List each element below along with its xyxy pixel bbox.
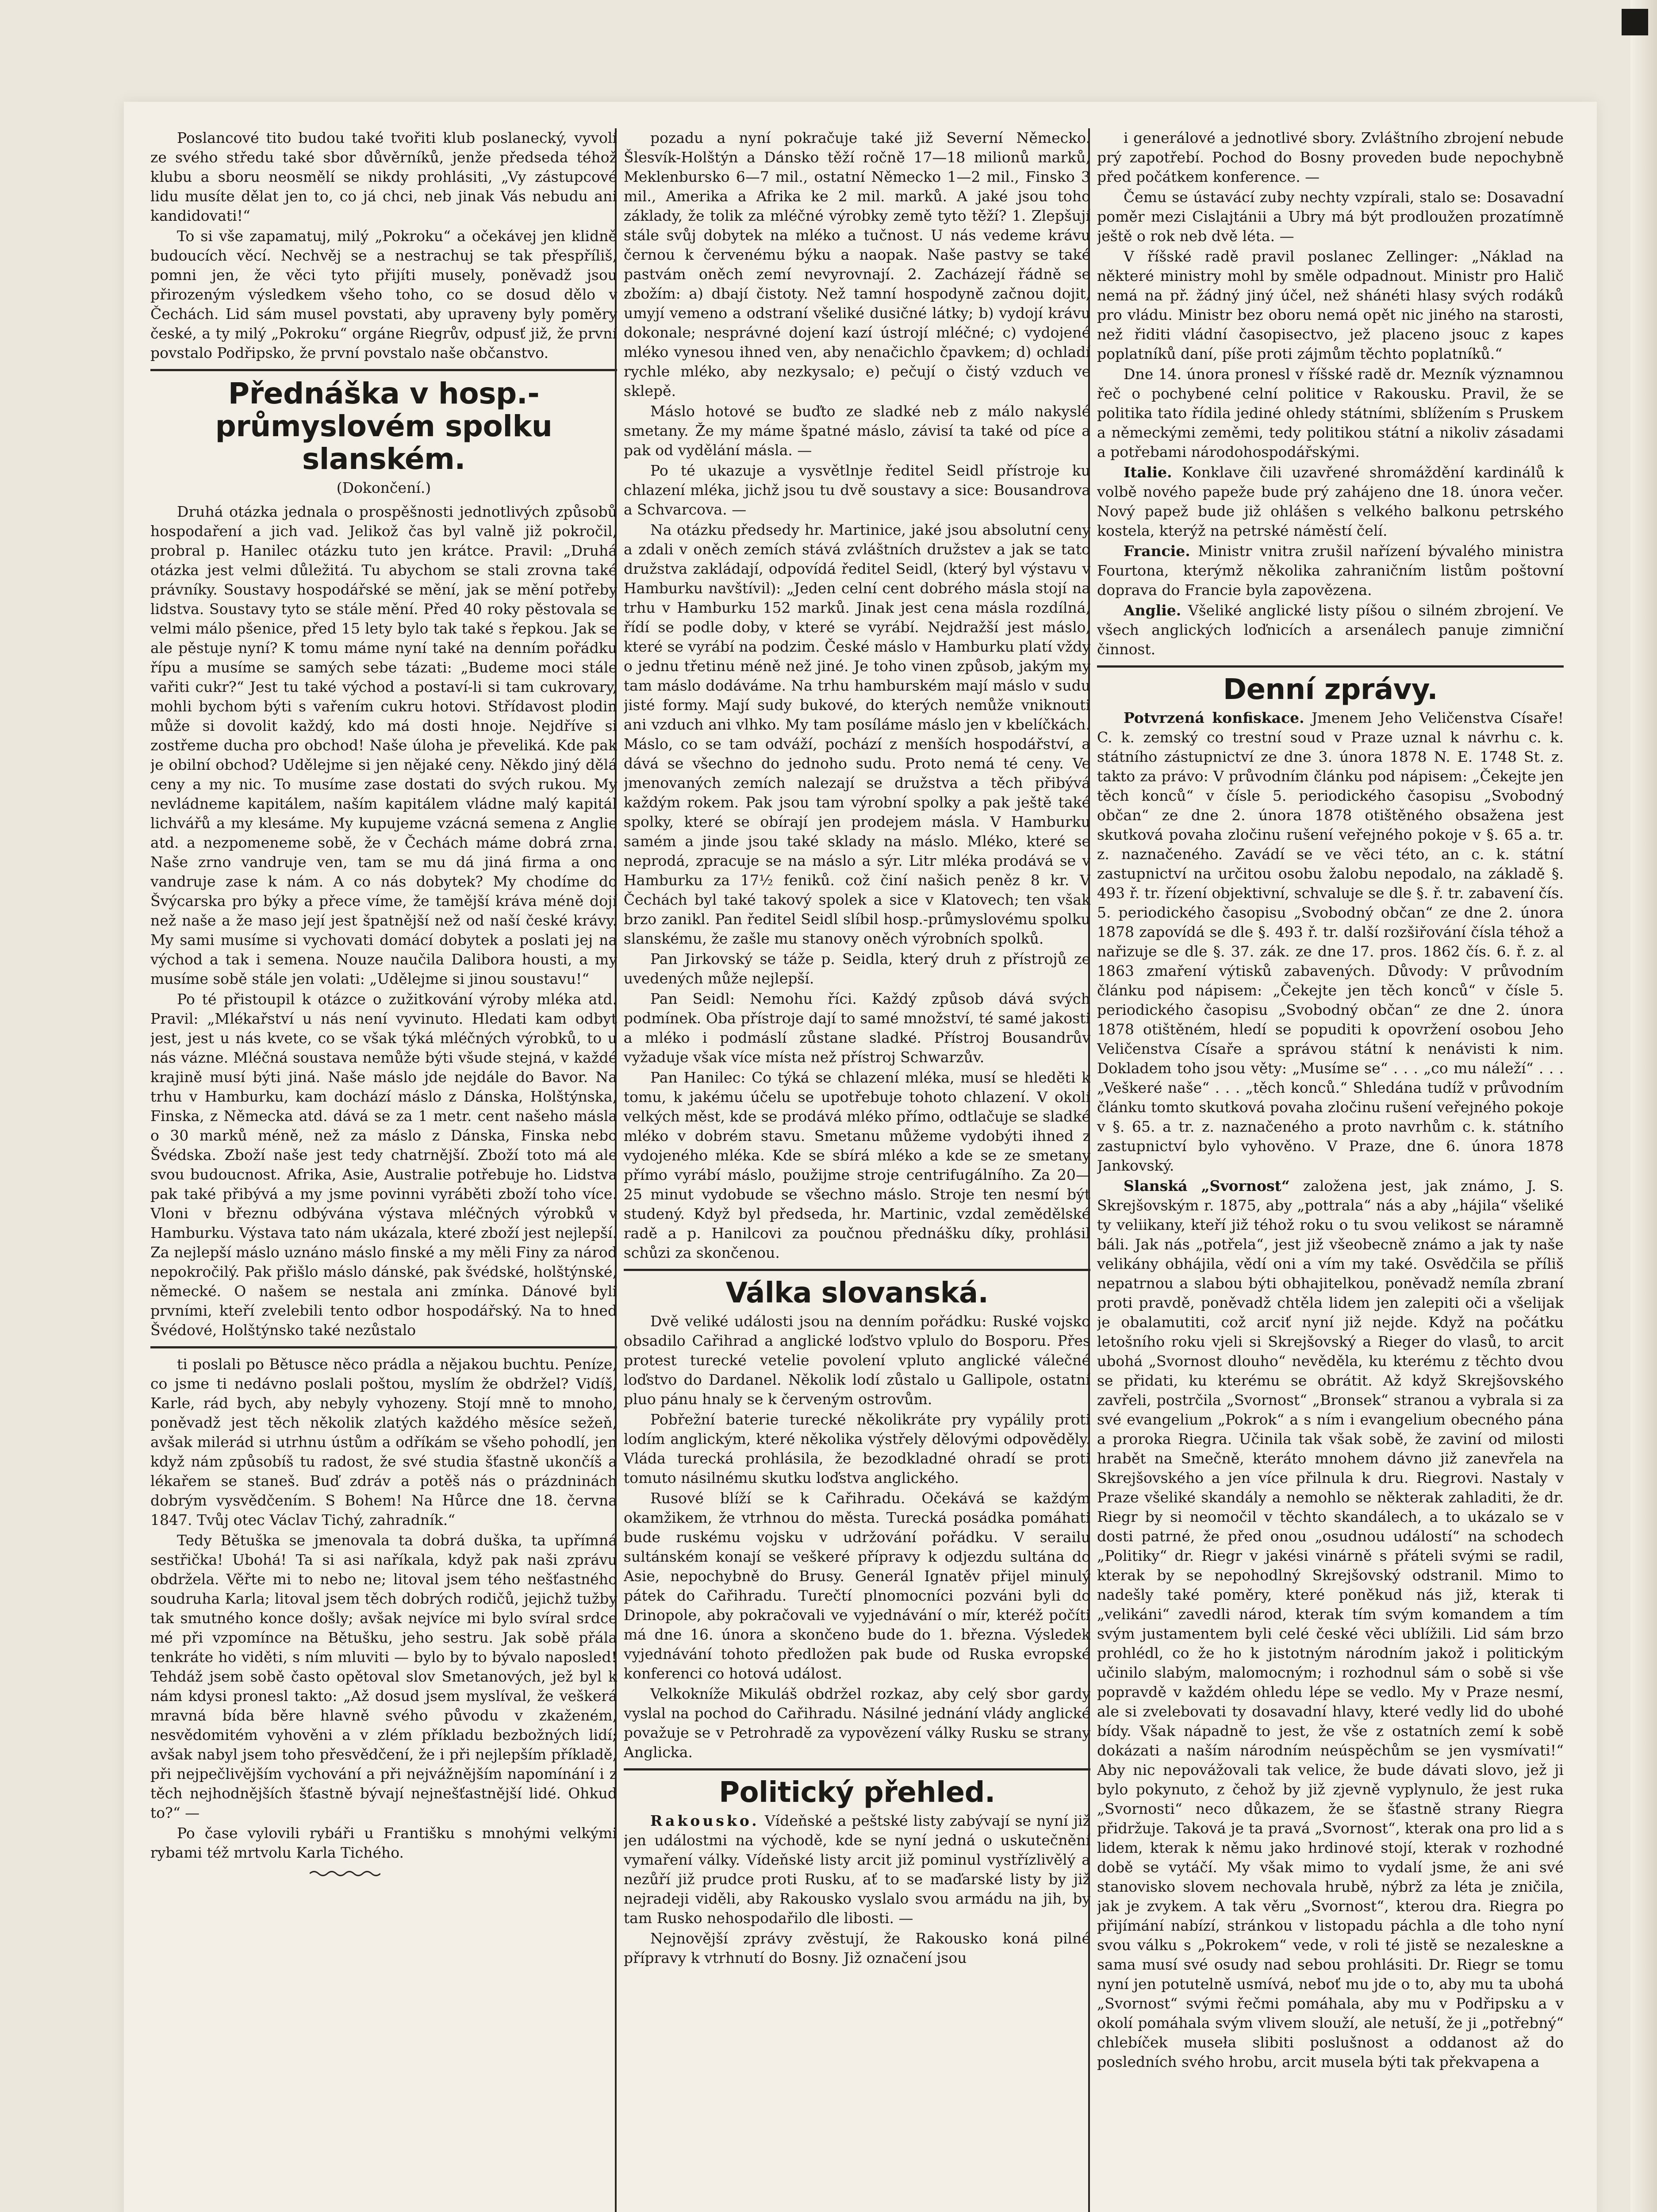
paragraph: Druhá otázka jednala o prospěšnosti jednotlivých způsobů hospodaření a jich vad. Jelikož čas byl valně již pokročil, probral p. Hanilec otázku tuto jen krátce. Pravil: „Druhá otázka jest velmi důležitá. Tu abychom se stali zrovna také právníky. Soustavy hospodářské se mění, jak se mění potřeby lidstva. Soustavy tyto se stále mění. Před 40 roky pěstovala se velmi málo pšenice, před 15 lety bylo tak také s řepkou. Jak se ale pěstuje nyní? K tomu máme nyní také na denním pořádku řípu a musíme se samých sebe tázati: „Budeme moci stále vařiti cukr?“ Jest tu také východ a postaví-li si tam cukrovary, mohli bychom býti s vařením cukru hotovi. Střídavost plodin může si dovolit každý, kdo má dosti hnoje. Nejdříve si zostřeme ducha pro obchod! Naše úloha je převeliká. Kde pak je obilní obchod? Udělejme si jen nějaké ceny. Někdo jiný dělá ceny a my nic. To musíme zase dostati do svých rukou. My nevládneme kapitálem, naším kapitálem vládne malý kapitál lichvářů a my klesáme. My kupujeme vzácná semena z Anglie atd. a nezpomeneme sobě, že v Čechách máme dobrá zrna. Naše zrno vandruje ven, tam se mu dá jiná firma a ono vandruje zase k nám. A co nás dobytek? My chodíme do Švýcarska pro býky a přece víme, že tamější kráva méně dojí než naše a že maso její jest špatnější než od naší české krávy. My sami musíme si vychovati domácí dobytek a poslati jej na východ a tak i semena. Nouze naučila Dalibora housti, a my musíme sobě stále jen volati: „Udělejme si jinou soustavu!“: [150, 503, 617, 987]
paragraph: Poslancové tito budou také tvořiti klub poslanecký, vyvolí ze svého středu také sbor důvěrníků, jenže předseda téhož klubu a sboru neosmělí se nikdy prohlásiti, „Vy zástupcové lidu musíte dělat jen to, co já chci, neb jinak Vás nebudu ani kandidovati!“: [150, 129, 617, 224]
paragraph: [1097, 1176, 1564, 2072]
column-middle: [624, 128, 1090, 2212]
paragraph-text: Konklave čili uzavřené shromáždění kardinálů k volbě nového papeže bude prý zahájeno dne 18. února večer. Nový papež bude již ohlášen s velkého balkonu petrského kostela, kterýž na petrské náměstí čelí.: [1097, 464, 1564, 539]
paragraph: Dne 14. února pronesl v říšské radě dr. Mezník významnou řeč o pochybené celní politice v Rakousku. Pravil, že se politika tato řídila jediné ohledy státními, sblížením s Pruskem a německými zeměmi, tedy politikou státní a nikoliv zásadami a potřebami národohospodářskými.: [1097, 365, 1564, 461]
paragraph: Pobřežní baterie turecké několikráte pry vypálily proti lodím anglickým, které několika výstřely dělovými odpověděly. Vláda turecká prohlásila, že bezodkladné ohradí se proti tomuto násilnému skutku loďstva anglického.: [624, 1411, 1090, 1486]
paragraph: Velkokníže Mikuláš obdržel rozkaz, aby celý sbor gardy vyslal na pochod do Cařihradu. Násilné jednání vlády anglické považuje se v Petrohradě za vypovězení války Rusku se strany Anglicka.: [624, 1685, 1090, 1761]
section-heading: Válka slovanská.: [725, 1277, 989, 1310]
paragraph: [1097, 463, 1564, 541]
paragraph: Po té ukazuje a vysvětlnje ředitel Seidl přístroje ku chlazení mléka, jichž jsou tu dvě soustavy a sice: Bousandrova a Schvarcova. —: [624, 462, 1090, 518]
paragraph: Pan Jirkovský se táže p. Seidla, který druh z přístrojů ze uvedených může nejlepší.: [624, 950, 1090, 987]
paragraph: [1097, 708, 1564, 1175]
paragraph: Tedy Bětuška se jmenovala ta dobrá duška, ta upřímná sestřička! Ubohá! Ta si asi naříkala, když pak naši zprávu obdržela. Věřte mi to nebo ne; litoval jsem tého nešťastného soudruha Karla; litoval jsem těch dobrých rodičů, jejichž tužby tak smutného konce došly; avšak nejvíce mi bylo svíral srdce mé při vzpomínce na Bětušku, jeho sestru. Jak sobě přála tenkráte ho viděti, s ním mluviti — bylo by to bývalo naposled! Tehdáž jsem sobě často opětoval slov Smetanových, jež byl k nám kdysi pronesl takto: „Až dosud jsem myslíval, že veškerá mravná bída běre hlavně svého původu v zkaženém, nesvědomitém vyhověni a v zlém příkladu bezbožných lidí; avšak nabyl jsem toho přesvědčení, že i při nejlepším příkladě, při nejpečlivějším vychování a při nejvážnějším napomínání i z těch nejhodnějších šťastně bývají nejnešťastnější lidé. Ohkud to?“ —: [150, 1532, 617, 1821]
item-label: Potvrzená konfiskace.: [1124, 709, 1304, 726]
paragraph: [624, 1811, 1090, 1928]
scan-edge: [1630, 0, 1657, 2212]
column-right: [1097, 128, 1564, 2212]
paragraph: [1097, 541, 1564, 600]
country-label: Francie.: [1124, 542, 1190, 560]
paragraph: Máslo hotové se buďto ze sladké neb z málo nakyslé smetany. Že my máme špatné máslo, závisí ta také od pícе a pak od vydělání másla. —: [624, 403, 1090, 459]
article-subheading: (Dokončení.): [336, 479, 431, 496]
paragraph: Po čase vylovili rybáři u Františku s mnohými velkými rybami též mrtvolu Karla Tichého.: [150, 1824, 617, 1861]
paragraph: Nejnovější zprávy zvěstují, že Rakousko koná pilné přípravy k vtrhnutí do Bosny. Již označení jsou: [624, 1930, 1090, 1966]
paragraph: Rusové blíží se k Cařihradu. Očekává se každým okamžikem, že vtrhnou do města. Turecká posádka pomáhati bude ruskému vojsku v udržování pořádku. V serailu sultánském konají se veškeré přípravy k odjezdu sultána do Asie, nepochybně do Brusy. Generál Ignatěv přijel minulý pátek do Cařihradu. Turečtí plnomocníci pozváni byli do Drinopole, aby pokračovali ve vyjednávání o mír, kteréž počíti má dne 16. února a skončeno bude do 1. března. Výsledek vyjednávání tohoto předložen pak bude od Ruska evropské konferenci co hotová událost.: [624, 1490, 1090, 1682]
paragraph: Čemu se ústavácí zuby nechty vzpírali, stalo se: Dosavadní poměr mezi Cislajtánii a Ubry má být prodloužen prozatímně ještě o rok neb dvě léta. —: [1097, 188, 1564, 245]
paragraph: [1097, 601, 1564, 659]
paragraph: To si vše zapamatuj, milý „Pokroku“ a očekávej jen klidně budoucích věcí. Nechvěj se a nestrachuj se tak přespříliš, pomni jen, že věci tyto přijíti musely, poněvadž jsou přirozeným výsledkem všeho toho, co se dosud dělo v Čechách. Lid sám musel povstati, aby upraveny byly poměry české, a ty milý „Pokroku“ orgáne Riegrův, odpusť již, že první povstalo Podřipsko, že první povstalo naše občanstvo.: [150, 227, 617, 361]
section-rule: [1097, 665, 1564, 668]
scan-corner-mark: [1622, 9, 1648, 35]
country-label: Italie.: [1124, 464, 1172, 481]
paragraph: ti poslali po Bětusce něco prádla a nějakou buchtu. Peníze, co jsme ti nedávno poslali poštou, myslím že obdržel? Vidíš, Karle, rád bych, aby nebyly vyhozeny. Stojí mně to mnoho, poněvadž jest těch několik zlatých každého měsíce sežeň, avšak milerád si utrhnu ústům a odříkám se všeho pohodlí, jen když nám způsobíš tu radost, že své studia šťastně ukončíš a lékařem se staneš. Buď zdráv a potěš nás o prázdninách dobrým vysvědčením. S Bohem! Na Hůrce dne 18. června 1847. Tvůj otec Václav Tichý, zahradník.“: [150, 1356, 617, 1528]
paragraph-text: Vídeňské a peštské listy zabývají se nyní již jen událostmi na východě, kde se nyní jedná o uskutečnění vymaření války. Vídeňské listy arcit již pominul vystřízlivělý a nezůří již prudce proti Rusku, ať to se maďarské listy by již nejradeji viděli, aby Rakousko vyslalo svou armádu na jih, by tam Rusko nehospodařilo dle libosti. —: [624, 1812, 1090, 1927]
paragraph: Na otázku předsedy hr. Martinice, jaké jsou absolutní ceny a zdali v oněch zemích stává zvláštních družstev a jak se tato družstva zakládají, odpovídá ředitel Seidl, (který byl výstavu v Hamburku navštívil): „Jeden celní cent dobrého másla stojí na trhu v Hamburku 152 marků. Jinak jest cena másla rozdílná, řídí se podle doby, v které se vyrábí. Nejdražší jest máslo, které se vyrábí na podzim. České máslo v Hamburku platí vždy o jednu třetinu méně než jiné. Je toho vinen způsob, jakým my tam máslo dodáváme. Na trhu hamburském mají máslo v sudu jisté formy. Mají sudy bukové, do kterých nemůže vniknouti ani vzduch ani vlhko. My tam posíláme máslo jen v kbelíčkách. Máslo, co se tam odváží, pochází z menších hospodářství, a dává se všechno do jednoho sudu. Proto nemá té ceny. Ve jmenovaných zemích nalezají se družstva a těch přibývá každým rokem. Pak jsou tam výrobní spolky a pak ještě také spolky, které se obírají jen prodejem másla. V Hamburku samém a jinde jsou také sklady na máslo. Mléko, které se neprodá, zpracuje se na máslo a sýr. Litr mléka prodává se v Hamburku za 17½ feniků. což činí našich peněz 8 kr. V Čechách byl také takový spolek a sice v Klatovech; ten však brzo zanikl. Pan ředitel Seidl slíbil hosp.-průmyslovému spolku slanskému, že zašle mu stanovy oněch výrobních spolků.: [624, 521, 1090, 947]
paragraph: pozadu a nyní pokračuje také již Severní Německo. Šlesvík-Holštýn a Dánsko těží ročně 17—18 milionů marků, Meklenbursko 6—7 mil., ostatní Německo 1—2 mil., Finsko 3 mil., Amerika a Afrika ke 2 mil. marků. A jaké jsou toho základy, že tolik za mléčné výrobky země tyto těží? 1. Zlepšují stále svůj dobytek na mléko a tučnost. U nás vedeme krávu černou k červenému býku a naopak. Naše pastvy se také pastvám oněch zemí nevyrovnají. 2. Zacházejí řádně se zbožím: a) dbají čistoty. Než tamní hospodyně začnou dojit, umyjí vemeno a odstraní všeliké dusičné látky; b) vydojí krávu dokonale; nesprávné dojení kazí ústrojí mléčné; c) vydojené mléko vynesou ihned ven, aby nenačichlo čpavkem; d) ochladí rychle mléko, aby nezkysalo; e) pečují o čistý vzduch ve sklepě.: [624, 129, 1090, 399]
section-rule: [150, 369, 617, 371]
paragraph-text: Ministr vnitra zrušil nařízení bývalého ministra Fourtona, kterýmž několika zahraničním listům poštovní doprava do Francie byla zapovězena.: [1097, 542, 1564, 599]
section-heading: Politický přehled.: [719, 1776, 995, 1809]
paragraph: i generálové a jednotlivé sbory. Zvláštního zbrojení nebude prý zapotřebí. Pochod do Bosny proveden bude nepochybně před počátkem konference. —: [1097, 129, 1564, 185]
paragraph: Po té přistoupil k otázce o zužitkování výroby mléka atd. Pravil: „Mlékařství u nás není vyvinuto. Hledati kam odbyt jest, jest u nás kvete, co se však týká mléčných výrobků, to u nás vázne. Mléčná soustava nemůže býti všude stejná, v každé krajině musí býti jiná. Naše máslo jde nejdále do Bavor. Na trhu v Hamburku, kam dochází máslo z Dánska, Holštýnska, Finska, z Německa atd. dává se za 1 metr. cent našeho másla o 30 marků méně, než za máslo z Dánska, Finska nebo Švédska. Zboží naše jest tedy chatrnější. Zboží toto má ale svou budoucnost. Afrika, Asie, Australie potřebuje ho. Lidstva pak také přibývá a my jsme povinni vyráběti zboží toho více. Vloni v březnu odbývána výstava mléčných výrobků v Hamburku. Výstava tato nám ukázala, které zboží jest nejlepší. Za nejlepší máslo uznáno máslo finské a my měli Finy za národ nepokročilý. Pak přišlo máslo dánské, pak švédské, holštýnské, německé. O našem se nestala ani zmínka. Dánové byli prvními, kteří zvelebili tento odbor hospodářský. Na to hned Švédové, Holštýnsko také nezůstalo: [150, 991, 617, 1339]
paragraph-text: založena jest, jak známo, J. S. Skrejšovským r. 1875, aby „pottrala“ nás a aby „hájila“ všeliké ty veliikany, kteří již téhož roku o tu svou velikost se náramně báli. Jak nás „potřela“, jest již všeobecně známo a jak ty naše velikány obhájila, vědí oni a vím my také. Osvědčila se příliš nepatrnou a slabou býti obhajitelkou, poněvadž nemíla zbraní proti pravdě, poněvadž chtěla lidem jen zalepiti oči a všelijak je obalamutiti, což arciť nyní již nejde. Když na počátku letošního roku vjeli si Skrejšovský a Rieger do vlasů, to arcit ubohá „Svornost dlouho“ nevěděla, ku kterému z těchto dvou se přidati, ku kterému se obrátit. Až když Skrejšovského zavřeli, postrčila „Svornost“ „Bronsek“ stranou a vybrala si za své evangelium „Pokrok“ a s ním i evangelium obecného pána a proroka Riegra. Učinila tak však sobě, že zaviní od milosti hrabět na Smečně, kteráto mnohem dávno již zanevřela na Skrejšovského a jen více přilnula k dru. Riegrovi. Nastaly v Praze všeliké skandály a nemohlo se některak zahladiti, že dr. Riegr by si neomočil v těchto skandálech, a to ukázalo se v dosti patrné, že před onou „osudnou událostí“ na schodech „Politiky“ dr. Riegr v jakési vinárně s přáteli svými se radil, kterak by se nepohodlný Skrejšovský odstranil. Mimo to nadešly také poměry, které poněkud nás již, kterak ti „velikáni“ zavedli národ, kterak tím svým komandem a tím svým justamentem byli celé české věci ublížili. Lid sám brzo prohlédl, co že ho k jistotným národním jakož i politickým učinilo slabým, malomocným; i rozhodnul sám o sobě si vše popravdě v každém ohledu lépe se vedlo. My v Praze nesmí, ale si zvelebovati ty dosavadní hlavy, které vedly lid do ubohé bídy. Však nápadně to jest, že vše z ostatních zemí k sobě dokázati a naším národním neúspěchům se jen vysmívati!“ Aby nic nepovážovali tak velice, že bude dávati slovo, jež ji bylo pokynuto, z čehož by již zjevně vyplynulo, že jest ruka „Svornosti“ neco důkazem, že se šťastně strany Riegra přidržuje. Taková je ta pravá „Svornost“, kterak ona pro lid a s lidem, kterak k němu jako hrdinové stojí, kterak v rozhodné době se vytáčí. My však mimo to vydalí jsme, že ani své stanovisko slovem nechovala hrubě, nýbrž za léta je zničila, jak je zvykem. A tak věru „Svornost“, kterou dra. Riegra po přijímání nabízí, stránkou v listopadu páchla a dle toho nyní svou válku s „Pokrokem“ vede, v roli té jistě se nezaleskne a sama musí své osudy nad sebou prohlásiti. Dr. Riegr se tomu nyní jen potutelně usmívá, neboť mu jde o to, aby mu ta ubohá „Svornost“ svými řečmi pomáhala, aby mu v Podřipsku a v okolí pomáhala svým vlivem slouží, ale netuší, že ji „potřebný“ chlebíček museła slibiti poslušnost a oddanost až do posledních svého hrobu, arcit musela býti tak překvapena a: [1097, 1177, 1564, 2070]
article-heading: Přednáška v hosp.-průmyslovém spolku slanském.: [215, 376, 552, 476]
section-rule: [624, 1768, 1090, 1770]
paragraph: V říšské radě pravil poslanec Zellinger: „Náklad na některé ministry mohl by směle odpadnout. Ministr pro Halič nemá na př. žádný jiný účel, než shánéti hlasy svých rodáků pro vládu. Ministr bez oboru nemá opět nic jiného na starosti, než řiditi vládní časopisectvo, jež placeno jsouc z kapes poplatníků daní, píše proti zájmům těchto poplatníků.“: [1097, 248, 1564, 362]
country-label: Rakousko.: [650, 1812, 759, 1829]
country-label: Anglie.: [1124, 602, 1181, 619]
paragraph-text: Všeliké anglické listy píšou o silném zbrojení. Ve všech anglických loďnicích a arsenálech panuje zimniční činnost.: [1097, 602, 1564, 658]
paragraph: Dvě veliké události jsou na denním pořádku: Ruské vojsko obsadilo Cařihrad a anglické loďstvo vplulo do Bosporu. Přes protest turecké vetelie povolení vpluto anglické válečné loďstvo do Dardanel. Několik lodí zůstalo u Gallipole, ostatní pluo pánu hnaly se k červeným ostrovům.: [624, 1313, 1090, 1408]
paragraph-text: Jmenem Jeho Veličenstva Císaře! C. k. zemský co trestní soud v Praze uznal k návrhu c. k. státního zástupnictví ze dne 3. února 1878 N. E. 1748 St. z. takto za právo: V průvodním článku pod nápisem: „Čekejte jen těch konců“ v čísle 5. periodického časopisu „Svobodný občan“ ze dne 2. února 1878 otištěného obsažena jest skutková povaha zločinu rušení veřejného pokoje v §. 65 a. tr. z. naznačeného. Zavádí se ve věci této, an c. k. státní zastupnictví na určitou osobu žalobu nepodalo, na základě §. 493 ř. tr. řízení objektivní, schvaluje se dle §. ř. tr. zabavení čís. 5. periodického časopisu „Svobodný občan“ ze dne 2. února 1878 zapovídá se dle §. 493 ř. tr. další rozšiřování čísla téhož a nařizuje se dle §. 37. zák. ze dne 17. pros. 1862 čís. 6. ř. z. al 1863 zmaření výtisků zabavených. Důvody: V průvodním článku pod nápisem: „Čekejte jen těch konců“ v čísle 5. periodického časopisu „Svobodný občan“ ze dne 2. února 1878 otištěném, hledí se popuditi k opovržení osobou Jeho Veličenstva Císaře a správou státní k nenávisti k nim. Dokladem toho jsou věty: „Musíme se“ . . . „co mu náleží“ . . . „Veškeré naše“ . . . „těch konců.“ Shledána tudíž v průvodním článku tomto skutková povaha zločinu rušení veřejného pokoje v §. 65. a tr. z. naznačeného a proto navrhům c. k. státního zastupnictví bylo vyhověno. V Praze, dne 6. února 1878 Jankovský.: [1097, 709, 1564, 1174]
paragraph: Pan Hanilec: Co týká se chlazení mléka, musí se hleděti k tomu, k jakému účelu se upotřebuje tohoto chlazení. V okolí velkých měst, kde se prodává mléko přímo, odtlačuje se sladké mléko v dobrém stavu. Smetanu můžeme vydobýti ihned z vydojeného mléka. Kde se sbírá mléko a kde se ze smetany přímo vyrábí máslo, použijme stroje centrifugálního. Za 20—25 minut vydobude se všechno máslo. Stroje ten nesmí být studený. Když byl předseda, hr. Martinic, vzdal zemědělské radě a p. Hanilcovi za poučnou přednášku díky, prohlásil schůzi za skončenou.: [624, 1069, 1090, 1261]
section-rule: [150, 1346, 617, 1348]
newspaper-page: [124, 102, 1597, 2212]
paragraph: Pan Seidl: Nemohu říci. Každý způsob dává svých podmínek. Oba přístroje dají to samé množství, té samé jakosti a mléko i podmáslí zůstane sladké. Přístroj Bousandrův vyžaduje však více místa než přístroj Schwarzův.: [624, 990, 1090, 1066]
wavy-divider: [310, 1870, 380, 1878]
column-left: [150, 128, 617, 2212]
item-label: Slanská „Svornost“: [1124, 1177, 1290, 1194]
section-rule: [624, 1269, 1090, 1271]
section-heading: Denní zprávy.: [1223, 673, 1438, 706]
